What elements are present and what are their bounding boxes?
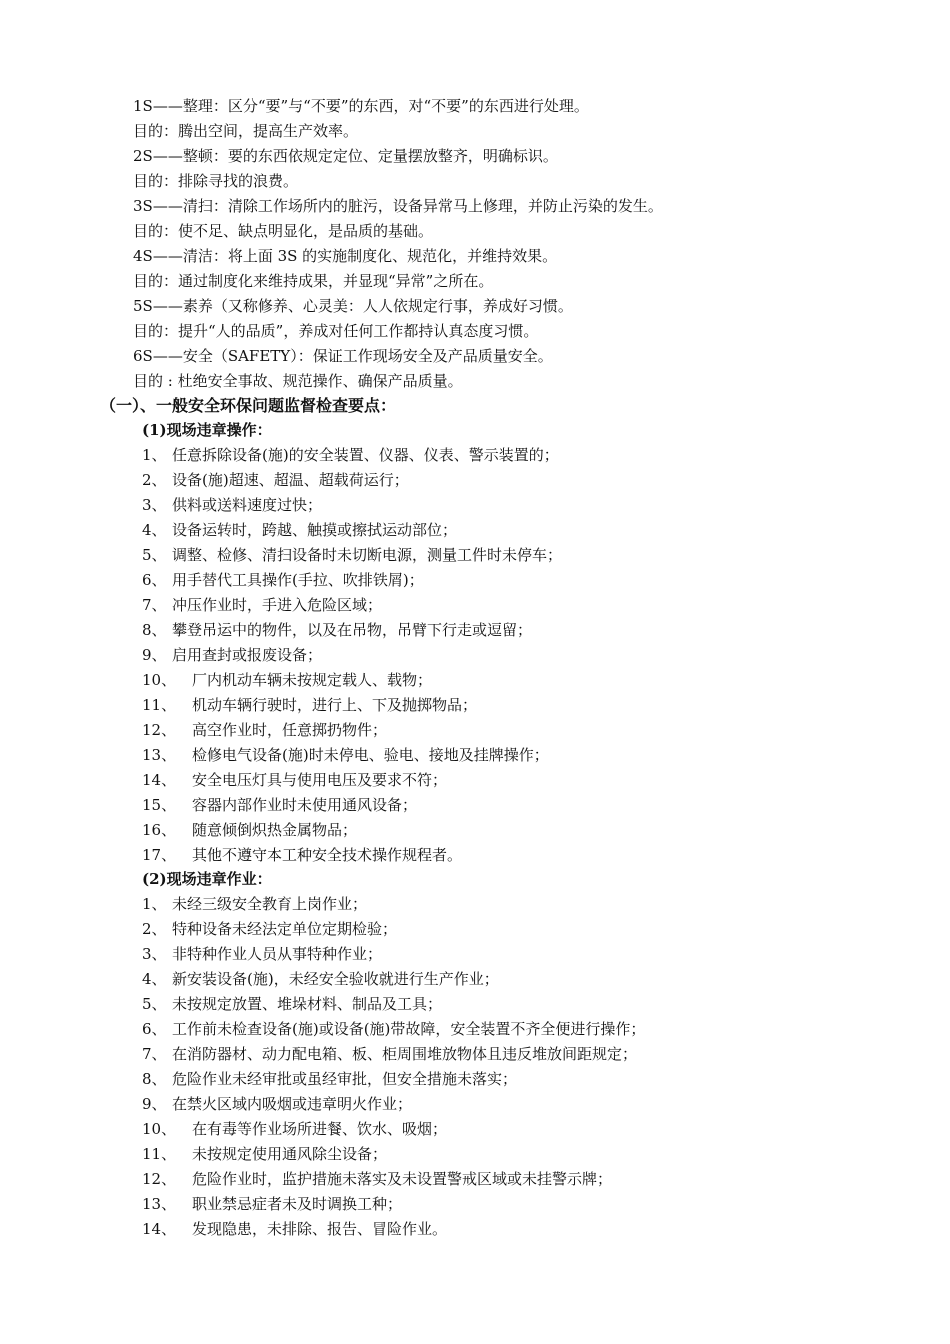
item-text: 在有毒等作业场所进餐、饮水、吸烟； — [192, 1120, 448, 1138]
item-text: 检修电气设备(施)时未停电、验电、接地及挂牌操作； — [192, 746, 549, 764]
list-item — [142, 619, 532, 641]
list-item — [142, 569, 424, 591]
principle-line: 5S——素养（又称修养、心灵美：人人依规定行事，养成好习惯。 — [133, 297, 573, 315]
principle-line: 1S——整理：区分“要”与“不要”的东西，对“不要”的东西进行处理。 — [133, 97, 589, 115]
item-text: 机动车辆行驶时，进行上、下及抛掷物品； — [192, 696, 478, 714]
item-text: 启用查封或报废设备； — [172, 646, 323, 664]
item-number: 7、 — [142, 596, 167, 614]
item-text: 高空作业时，任意掷扔物件； — [192, 721, 388, 739]
list-item — [142, 669, 432, 691]
item-number: 13、 — [142, 746, 177, 764]
group-title-violations-work: (2)现场违章作业： — [142, 870, 272, 888]
item-text: 任意拆除设备(施)的安全装置、仪器、仪表、警示装置的； — [172, 446, 559, 464]
item-number: 4、 — [142, 970, 167, 988]
item-text: 职业禁忌症者未及时调换工种； — [192, 1195, 403, 1213]
list-item — [142, 494, 322, 516]
list-item — [142, 993, 442, 1015]
item-number: 10、 — [142, 671, 177, 689]
item-number: 7、 — [142, 1045, 167, 1063]
list-item — [142, 644, 322, 666]
item-text: 非特种作业人员从事特种作业； — [172, 945, 383, 963]
item-text: 攀登吊运中的物件，以及在吊物，吊臂下行走或逗留； — [172, 621, 533, 639]
purpose-line: 目的：腾出空间，提高生产效率。 — [133, 122, 359, 140]
item-text: 供料或送料速度过快； — [172, 496, 323, 514]
item-number: 8、 — [142, 621, 167, 639]
list-item — [142, 1143, 387, 1165]
principle-line: 2S——整顿：要的东西依规定定位、定量摆放整齐，明确标识。 — [133, 147, 558, 165]
item-text: 其他不遵守本工种安全技术操作规程者。 — [192, 846, 463, 864]
item-text: 用手替代工具操作(手拉、吹排铁屑)； — [172, 571, 424, 589]
list-item — [142, 968, 499, 990]
item-number: 1、 — [142, 895, 167, 913]
item-number: 6、 — [142, 571, 167, 589]
item-text: 未经三级安全教育上岗作业； — [172, 895, 368, 913]
item-text: 发现隐患，未排除、报告、冒险作业。 — [192, 1220, 448, 1238]
list-item — [142, 1018, 645, 1040]
item-number: 2、 — [142, 920, 167, 938]
item-number: 5、 — [142, 546, 167, 564]
item-number: 14、 — [142, 1220, 177, 1238]
list-item — [142, 519, 457, 541]
item-text: 调整、检修、清扫设备时未切断电源，测量工件时未停车； — [172, 546, 563, 564]
list-item — [142, 694, 477, 716]
item-text: 危险作业时，监护措施未落实及未设置警戒区域或未挂警示牌； — [192, 1170, 613, 1188]
item-number: 5、 — [142, 995, 167, 1013]
item-text: 在消防器材、动力配电箱、板、柜周围堆放物体且违反堆放间距规定； — [172, 1045, 638, 1063]
list-item — [142, 744, 549, 766]
item-number: 8、 — [142, 1070, 167, 1088]
item-number: 3、 — [142, 496, 167, 514]
group-title-violations-operation: (1)现场违章操作： — [142, 421, 272, 439]
item-text: 容器内部作业时未使用通风设备； — [192, 796, 418, 814]
item-number: 4、 — [142, 521, 167, 539]
list-item — [142, 444, 559, 466]
item-number: 12、 — [142, 1170, 177, 1188]
principle-line: 6S——安全（SAFETY）：保证工作现场安全及产品质量安全。 — [133, 347, 553, 365]
section-title: （一）、一般安全环保问题监督检查要点： — [100, 396, 397, 415]
list-item — [142, 1168, 612, 1190]
purpose-line: 目的：使不足、缺点明显化，是品质的基础。 — [133, 222, 434, 240]
purpose-line: 目的：通过制度化来维持成果，并显现“异常”之所在。 — [133, 272, 494, 290]
item-number: 9、 — [142, 646, 167, 664]
list-item — [142, 893, 367, 915]
item-text: 厂内机动车辆未按规定载人、载物； — [192, 671, 433, 689]
list-item — [142, 769, 447, 791]
list-item — [142, 469, 409, 491]
item-number: 16、 — [142, 821, 177, 839]
list-item — [142, 544, 562, 566]
item-number: 3、 — [142, 945, 167, 963]
list-item — [142, 1218, 447, 1240]
list-item — [142, 819, 357, 841]
item-number: 2、 — [142, 471, 167, 489]
list-item — [142, 794, 417, 816]
item-text: 未按规定使用通风除尘设备； — [192, 1145, 388, 1163]
list-item — [142, 594, 382, 616]
list-item — [142, 844, 462, 866]
list-item — [142, 943, 382, 965]
item-text: 特种设备未经法定单位定期检验； — [172, 920, 398, 938]
item-number: 14、 — [142, 771, 177, 789]
list-item — [142, 719, 387, 741]
item-text: 在禁火区域内吸烟或违章明火作业； — [172, 1095, 413, 1113]
item-number: 12、 — [142, 721, 177, 739]
list-item — [142, 1193, 402, 1215]
item-text: 新安装设备(施)，未经安全验收就进行生产作业； — [172, 970, 499, 988]
item-number: 13、 — [142, 1195, 177, 1213]
item-text: 危险作业未经审批或虽经审批，但安全措施未落实； — [172, 1070, 518, 1088]
item-number: 1、 — [142, 446, 167, 464]
purpose-line: 目的 : 杜绝安全事故、规范操作、确保产品质量。 — [133, 372, 463, 390]
item-text: 安全电压灯具与使用电压及要求不符； — [192, 771, 448, 789]
item-number: 15、 — [142, 796, 177, 814]
list-item — [142, 1068, 517, 1090]
list-item — [142, 1043, 637, 1065]
item-text: 工作前未检查设备(施)或设备(施)带故障，安全装置不齐全便进行操作； — [172, 1020, 646, 1038]
purpose-line: 目的：提升“人的品质”，养成对任何工作都持认真态度习惯。 — [133, 322, 539, 340]
list-item — [142, 1093, 412, 1115]
item-text: 冲压作业时，手进入危险区域； — [172, 596, 383, 614]
item-text: 设备运转时，跨越、触摸或擦拭运动部位； — [172, 521, 458, 539]
item-text: 设备(施)超速、超温、超载荷运行； — [172, 471, 409, 489]
list-item — [142, 1118, 447, 1140]
principle-line: 3S——清扫：清除工作场所内的脏污，设备异常马上修理，并防止污染的发生。 — [133, 197, 663, 215]
item-number: 6、 — [142, 1020, 167, 1038]
principle-line: 4S——清洁：将上面 3S 的实施制度化、规范化，并维持效果。 — [133, 247, 558, 265]
item-text: 未按规定放置、堆垛材料、制品及工具； — [172, 995, 443, 1013]
item-number: 10、 — [142, 1120, 177, 1138]
list-item — [142, 918, 397, 940]
purpose-line: 目的：排除寻找的浪费。 — [133, 172, 299, 190]
item-text: 随意倾倒炽热金属物品； — [192, 821, 358, 839]
item-number: 17、 — [142, 846, 177, 864]
item-number: 9、 — [142, 1095, 167, 1113]
item-number: 11、 — [142, 696, 177, 714]
item-number: 11、 — [142, 1145, 177, 1163]
